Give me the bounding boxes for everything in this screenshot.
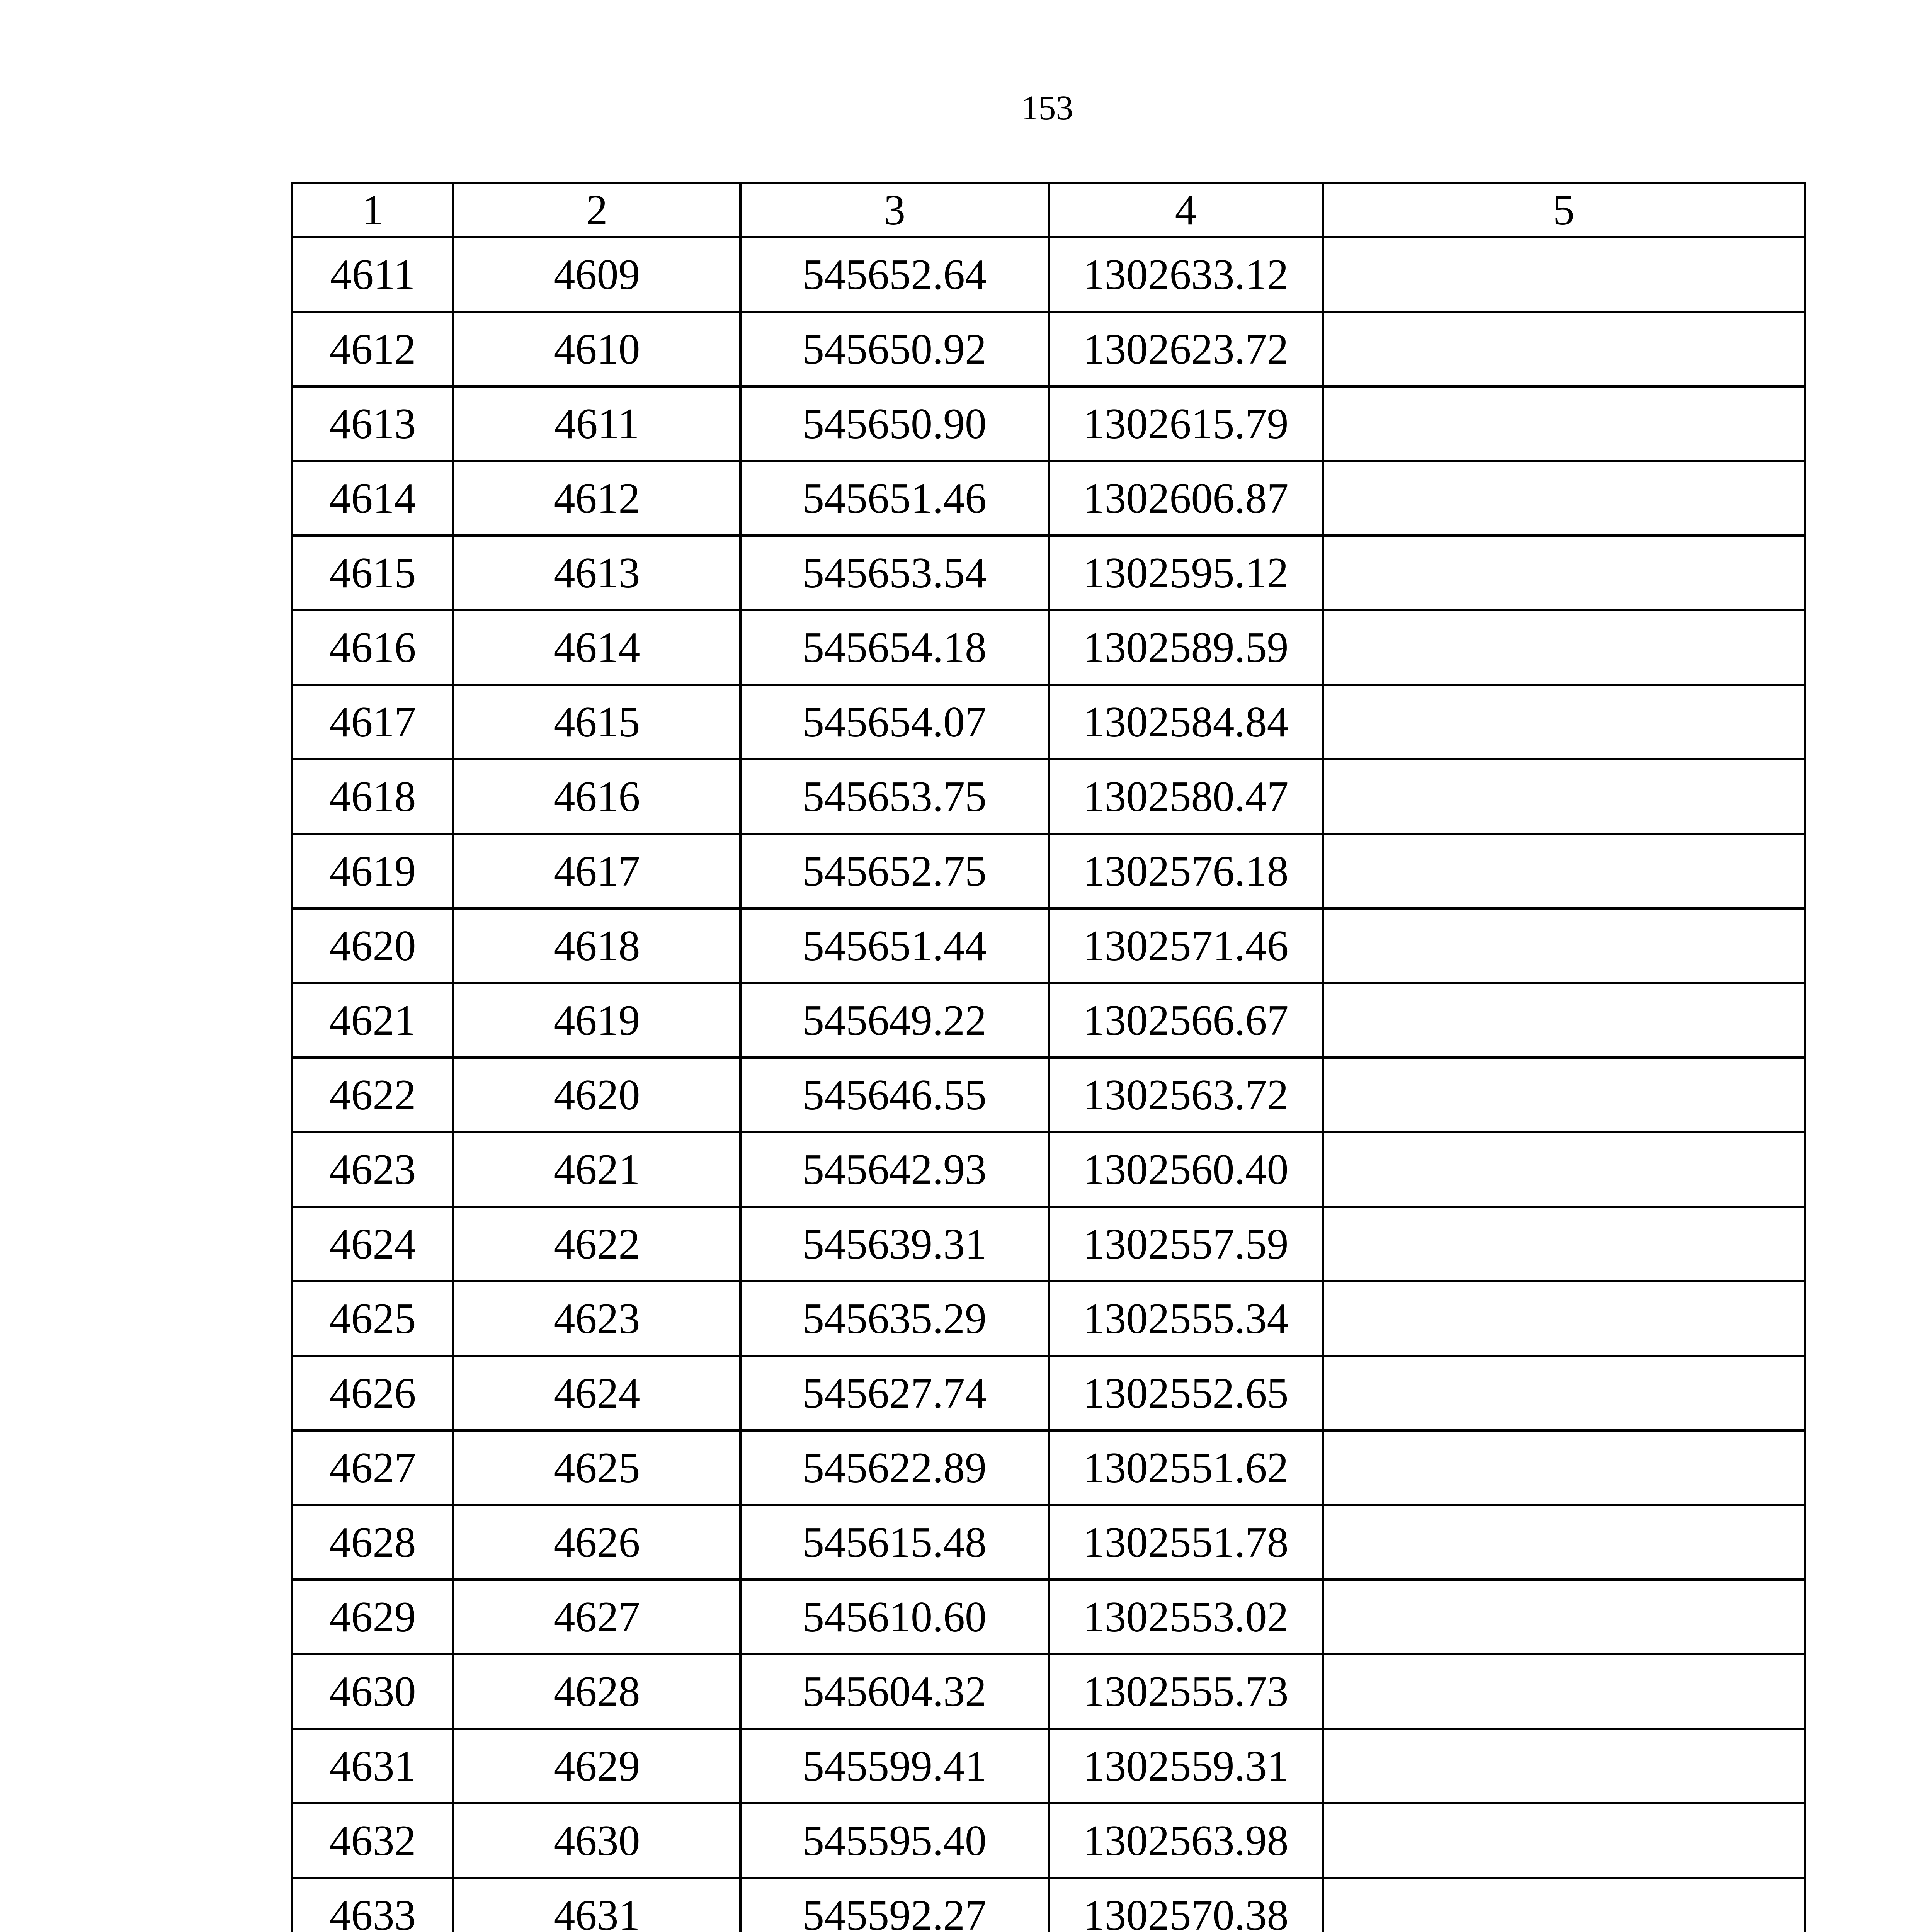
table-cell: 4609 xyxy=(453,237,740,312)
table-cell: 4628 xyxy=(292,1505,453,1580)
table-cell xyxy=(1323,1132,1805,1207)
table-row xyxy=(292,1281,1805,1356)
table-row xyxy=(292,237,1805,312)
column-header: 4 xyxy=(1049,183,1323,237)
table-cell: 4629 xyxy=(453,1729,740,1803)
table-cell: 4612 xyxy=(292,312,453,386)
table-cell: 1302623.72 xyxy=(1049,312,1323,386)
table-row xyxy=(292,1430,1805,1505)
coordinates-table xyxy=(291,182,1806,1932)
table-cell: 4631 xyxy=(453,1878,740,1932)
table-row xyxy=(292,312,1805,386)
table-cell: 4618 xyxy=(292,759,453,834)
table-cell: 4614 xyxy=(453,610,740,685)
table-row xyxy=(292,1058,1805,1132)
table-cell: 4613 xyxy=(292,386,453,461)
table-cell: 545627.74 xyxy=(740,1356,1049,1430)
table-cell: 4623 xyxy=(453,1281,740,1356)
table-cell: 4611 xyxy=(292,237,453,312)
table-cell: 4619 xyxy=(292,834,453,908)
table-cell: 1302633.12 xyxy=(1049,237,1323,312)
table-cell: 545646.55 xyxy=(740,1058,1049,1132)
table-cell: 1302552.65 xyxy=(1049,1356,1323,1430)
table-row xyxy=(292,536,1805,610)
table-header-row xyxy=(292,183,1805,237)
table-cell: 4630 xyxy=(453,1803,740,1878)
table-cell: 4627 xyxy=(453,1580,740,1654)
table-cell xyxy=(1323,1803,1805,1878)
table-row xyxy=(292,610,1805,685)
table-row xyxy=(292,386,1805,461)
table-cell: 545650.92 xyxy=(740,312,1049,386)
table-cell: 1302563.72 xyxy=(1049,1058,1323,1132)
table-cell xyxy=(1323,908,1805,983)
table-cell: 1302576.18 xyxy=(1049,834,1323,908)
table-cell: 4617 xyxy=(453,834,740,908)
table-cell: 4621 xyxy=(453,1132,740,1207)
table-cell: 1302589.59 xyxy=(1049,610,1323,685)
table-cell: 545653.75 xyxy=(740,759,1049,834)
table-cell: 4631 xyxy=(292,1729,453,1803)
table-cell xyxy=(1323,461,1805,536)
table-cell: 545651.46 xyxy=(740,461,1049,536)
table-cell: 4622 xyxy=(292,1058,453,1132)
table-cell: 1302555.73 xyxy=(1049,1654,1323,1729)
table-cell: 545654.18 xyxy=(740,610,1049,685)
table-cell: 545622.89 xyxy=(740,1430,1049,1505)
table-row xyxy=(292,983,1805,1058)
table-cell: 1302551.62 xyxy=(1049,1430,1323,1505)
table-cell: 4620 xyxy=(453,1058,740,1132)
table-cell: 4612 xyxy=(453,461,740,536)
table-cell: 1302580.47 xyxy=(1049,759,1323,834)
table-cell xyxy=(1323,1281,1805,1356)
table-cell xyxy=(1323,1058,1805,1132)
table-cell: 1302553.02 xyxy=(1049,1580,1323,1654)
table-cell: 1302557.59 xyxy=(1049,1207,1323,1281)
table-cell: 4610 xyxy=(453,312,740,386)
table-cell: 1302615.79 xyxy=(1049,386,1323,461)
table-cell: 4616 xyxy=(453,759,740,834)
table-cell: 4611 xyxy=(453,386,740,461)
table-cell xyxy=(1323,1729,1805,1803)
table-cell: 545615.48 xyxy=(740,1505,1049,1580)
table-cell: 4614 xyxy=(292,461,453,536)
table-cell: 4613 xyxy=(453,536,740,610)
table-row xyxy=(292,1132,1805,1207)
table-cell: 4620 xyxy=(292,908,453,983)
table-row xyxy=(292,1580,1805,1654)
table-cell: 545599.41 xyxy=(740,1729,1049,1803)
table-cell xyxy=(1323,1878,1805,1932)
table-cell: 1302563.98 xyxy=(1049,1803,1323,1878)
table-row xyxy=(292,908,1805,983)
table-cell: 545650.90 xyxy=(740,386,1049,461)
table-cell: 1302570.38 xyxy=(1049,1878,1323,1932)
table-cell: 545639.31 xyxy=(740,1207,1049,1281)
table-cell xyxy=(1323,237,1805,312)
table-cell: 545595.40 xyxy=(740,1803,1049,1878)
table-cell: 4624 xyxy=(453,1356,740,1430)
table-cell: 4633 xyxy=(292,1878,453,1932)
table-cell: 545642.93 xyxy=(740,1132,1049,1207)
table-cell: 4626 xyxy=(292,1356,453,1430)
table-cell xyxy=(1323,312,1805,386)
table-cell: 1302559.31 xyxy=(1049,1729,1323,1803)
table-cell: 545592.27 xyxy=(740,1878,1049,1932)
table-cell: 4619 xyxy=(453,983,740,1058)
table-cell: 1302555.34 xyxy=(1049,1281,1323,1356)
table-cell: 4628 xyxy=(453,1654,740,1729)
table-cell: 4625 xyxy=(453,1430,740,1505)
column-header: 2 xyxy=(453,183,740,237)
table-cell xyxy=(1323,983,1805,1058)
table-cell: 4624 xyxy=(292,1207,453,1281)
table-row xyxy=(292,834,1805,908)
table-row xyxy=(292,1654,1805,1729)
table-cell: 545604.32 xyxy=(740,1654,1049,1729)
table-cell: 1302551.78 xyxy=(1049,1505,1323,1580)
table-cell: 4630 xyxy=(292,1654,453,1729)
table-cell: 4622 xyxy=(453,1207,740,1281)
column-header: 5 xyxy=(1323,183,1805,237)
table-cell xyxy=(1323,1505,1805,1580)
table-cell: 4615 xyxy=(453,685,740,759)
page-number: 153 xyxy=(1021,89,1073,127)
table-cell: 545610.60 xyxy=(740,1580,1049,1654)
table-cell xyxy=(1323,1430,1805,1505)
column-header: 3 xyxy=(740,183,1049,237)
table-row xyxy=(292,685,1805,759)
table-cell: 4621 xyxy=(292,983,453,1058)
table-cell: 545651.44 xyxy=(740,908,1049,983)
table-cell xyxy=(1323,834,1805,908)
table-cell: 4629 xyxy=(292,1580,453,1654)
table-cell: 545652.64 xyxy=(740,237,1049,312)
table-row xyxy=(292,1729,1805,1803)
table-cell: 1302566.67 xyxy=(1049,983,1323,1058)
table-row xyxy=(292,1207,1805,1281)
table-cell: 1302595.12 xyxy=(1049,536,1323,610)
table-row xyxy=(292,1505,1805,1580)
table-cell: 545649.22 xyxy=(740,983,1049,1058)
table-cell: 4632 xyxy=(292,1803,453,1878)
table-cell: 4627 xyxy=(292,1430,453,1505)
table-cell: 1302571.46 xyxy=(1049,908,1323,983)
table-cell xyxy=(1323,610,1805,685)
table-cell: 1302560.40 xyxy=(1049,1132,1323,1207)
table-cell xyxy=(1323,685,1805,759)
table-cell: 545652.75 xyxy=(740,834,1049,908)
table-cell: 4617 xyxy=(292,685,453,759)
table-cell: 545653.54 xyxy=(740,536,1049,610)
table-cell: 4618 xyxy=(453,908,740,983)
table-cell: 1302584.84 xyxy=(1049,685,1323,759)
table-cell xyxy=(1323,759,1805,834)
table-cell: 545654.07 xyxy=(740,685,1049,759)
table-cell xyxy=(1323,1654,1805,1729)
table-cell: 4616 xyxy=(292,610,453,685)
table-cell xyxy=(1323,1356,1805,1430)
table-cell: 4615 xyxy=(292,536,453,610)
table-row xyxy=(292,461,1805,536)
table-cell: 4626 xyxy=(453,1505,740,1580)
table-cell: 4623 xyxy=(292,1132,453,1207)
table-cell xyxy=(1323,1580,1805,1654)
table-cell xyxy=(1323,1207,1805,1281)
table-cell xyxy=(1323,386,1805,461)
table-cell xyxy=(1323,536,1805,610)
table-row xyxy=(292,1878,1805,1932)
table-row xyxy=(292,1803,1805,1878)
table-row xyxy=(292,759,1805,834)
table-cell: 545635.29 xyxy=(740,1281,1049,1356)
table-cell: 1302606.87 xyxy=(1049,461,1323,536)
table-cell: 4625 xyxy=(292,1281,453,1356)
table-row xyxy=(292,1356,1805,1430)
column-header: 1 xyxy=(292,183,453,237)
